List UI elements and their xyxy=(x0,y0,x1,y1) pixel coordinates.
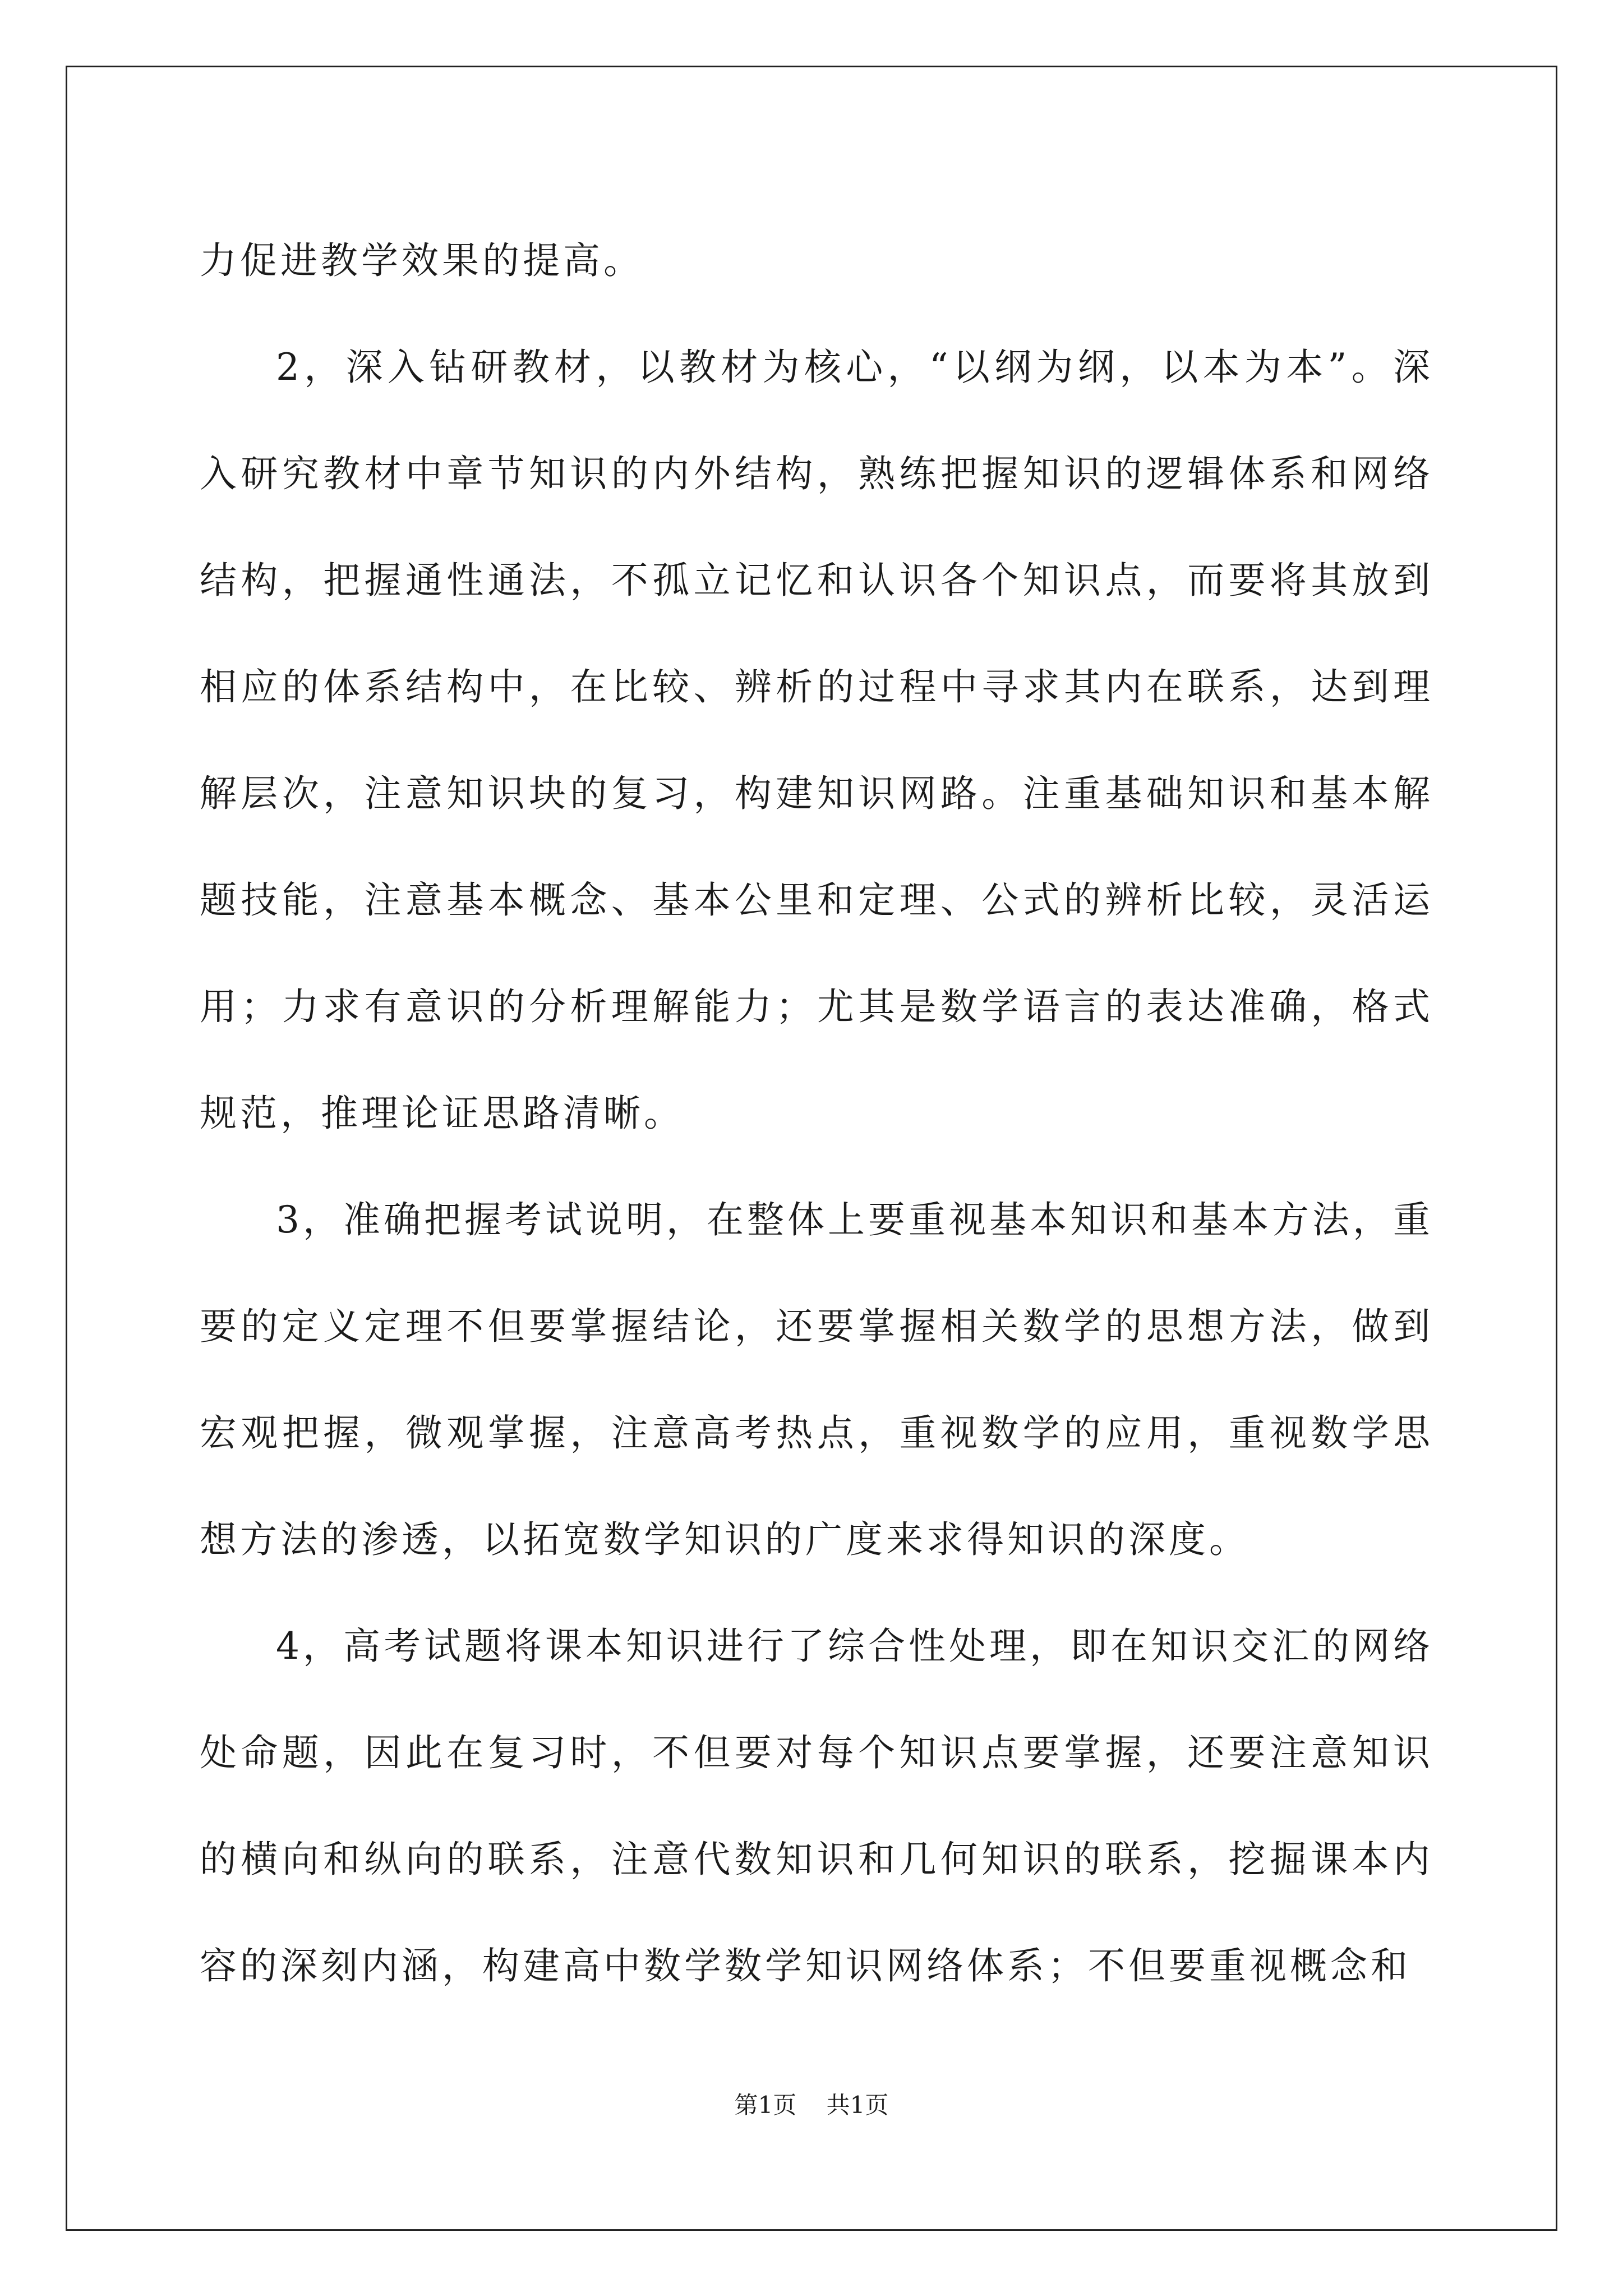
paragraph-1: 力促进教学效果的提高。 xyxy=(200,239,644,282)
page-total: 共1页 xyxy=(826,2091,889,2119)
page-footer xyxy=(0,2087,1623,2120)
paragraph-3: 3，准确把握考试说明，在整体上要重视基本知识和基本方法，重要的定义定理不但要掌握结论，还要掌握相关数学的思想方法，做到宏观把握，微观掌握，注意高考热点，重视数学的应用，重视数学思想方法的渗透，以拓宽数学知识的广度来求得知识的深度。 xyxy=(200,1198,1433,1561)
document-body xyxy=(200,208,1433,2019)
page-number: 第1页 xyxy=(734,2091,797,2119)
paragraph-4: 4，高考试题将课本知识进行了综合性处理，即在知识交汇的网络处命题，因此在复习时，不但要对每个知识点要掌握，还要注意知识的横向和纵向的联系，注意代数知识和几何知识的联系，挖掘课本内容的深刻内涵，构建高中数学数学知识网络体系；不但要重视概念和 xyxy=(200,1625,1433,1987)
paragraph-2: 2，深入钻研教材，以教材为核心，“以纲为纲，以本为本”。深入研究教材中章节知识的内外结构，熟练把握知识的逻辑体系和网络结构，把握通性通法，不孤立记忆和认识各个知识点，而要将其放到相应的体系结构中，在比较、辨析的过程中寻求其内在联系，达到理解层次，注意知识块的复习，构建知识网路。注重基础知识和基本解题技能，注意基本概念、基本公里和定理、公式的辨析比较，灵活运用；力求有意识的分析理解能力；尤其是数学语言的表达准确，格式规范，推理论证思路清晰。 xyxy=(200,346,1433,1135)
